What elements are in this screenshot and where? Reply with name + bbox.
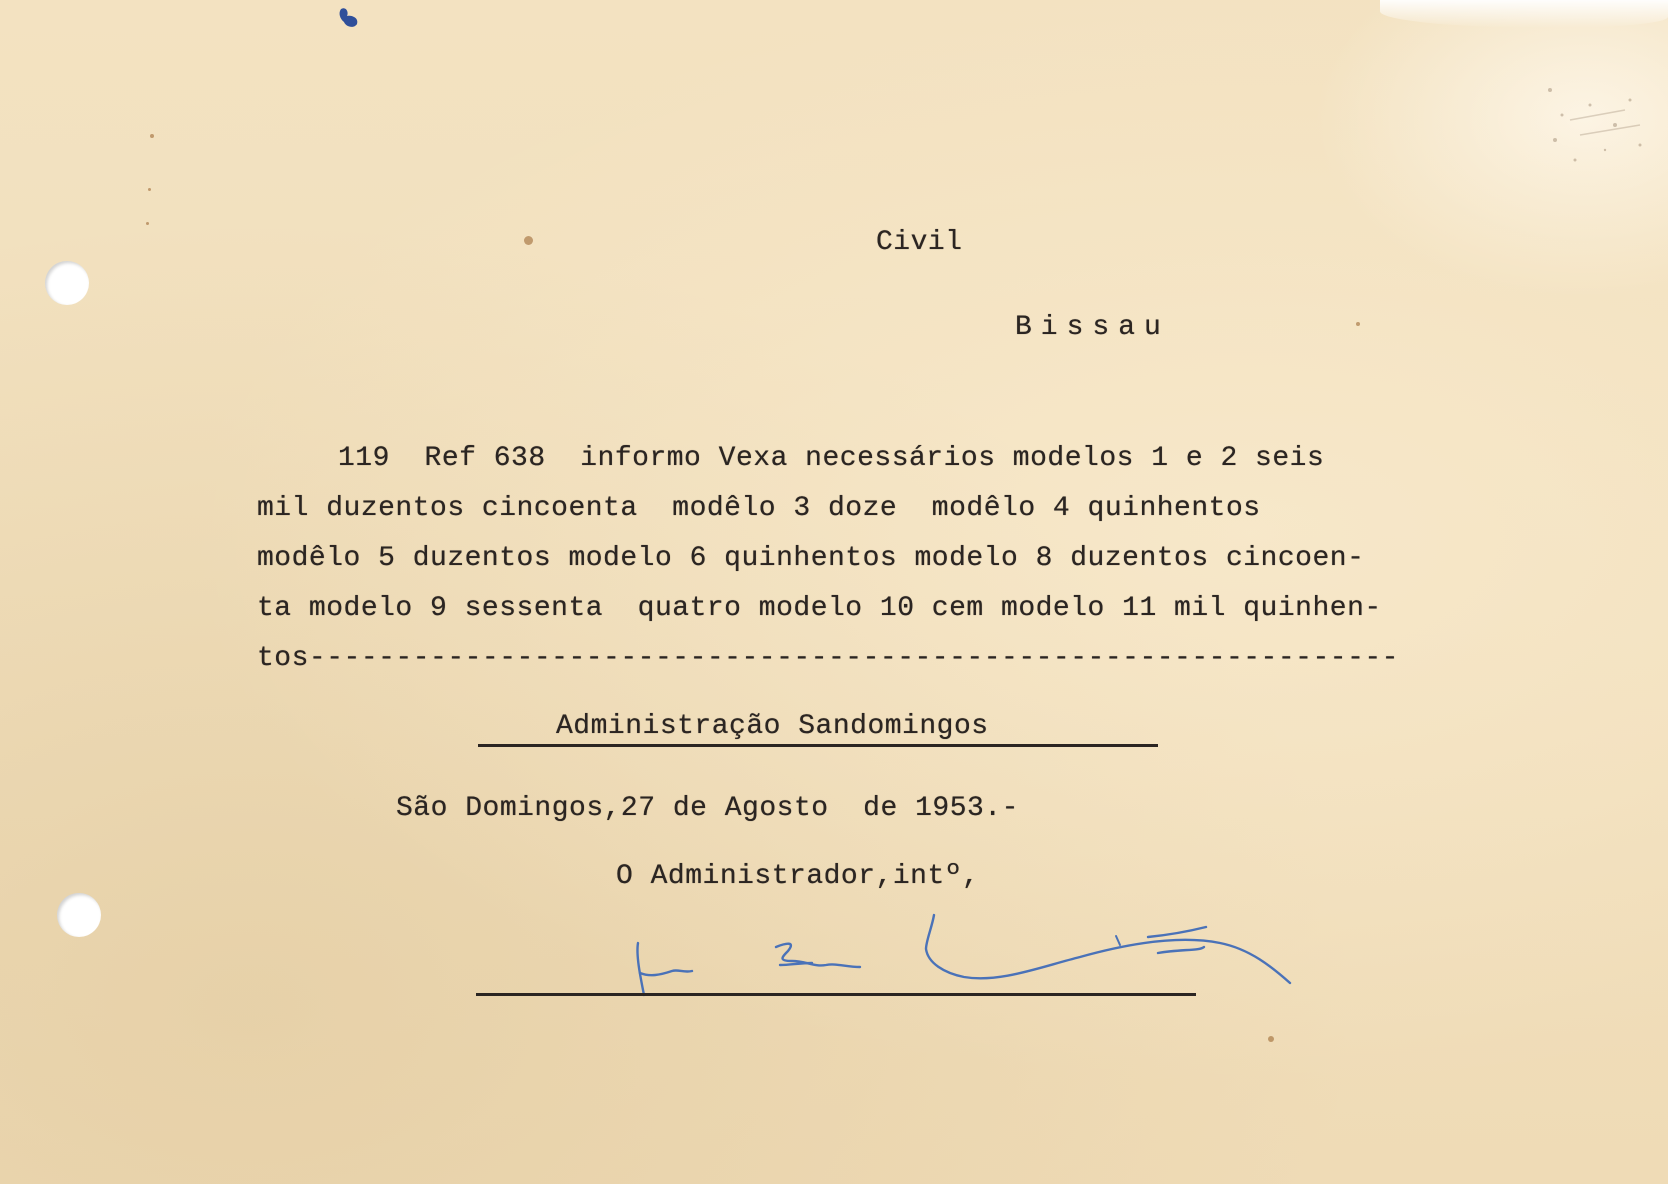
date-line: São Domingos,27 de Agosto de 1953.- <box>396 793 1019 824</box>
paper-speck <box>150 134 154 138</box>
handwritten-signature <box>600 895 1320 1005</box>
faded-stamp-mark <box>1530 70 1660 180</box>
punch-hole-top <box>45 261 89 305</box>
paper-wear <box>1380 0 1668 28</box>
body-line-5: tos--------------------------------------------------------------- <box>257 643 1399 674</box>
body-line-3: modêlo 5 duzentos modelo 6 quinhentos modelo 8 duzentos cincoen- <box>257 543 1365 574</box>
signer-title: O Administrador,intº, <box>616 861 980 892</box>
body-line-4: ta modelo 9 sessenta quatro modelo 10 cem modelo 11 mil quinhen- <box>257 593 1382 624</box>
paper-speck <box>146 222 149 225</box>
paper-speck <box>1268 1036 1274 1042</box>
punch-hole-bottom <box>57 893 101 937</box>
paper-speck <box>524 236 533 245</box>
signature-underline <box>476 993 1196 996</box>
heading-bissau: Bissau <box>1015 312 1170 343</box>
heading-civil: Civil <box>876 227 963 258</box>
ink-blot-mark <box>337 6 363 30</box>
paper-speck <box>1356 322 1360 326</box>
paper-speck <box>148 188 151 191</box>
body-line-2: mil duzentos cincoenta modêlo 3 doze modêlo 4 quinhentos <box>257 493 1261 524</box>
body-line-1: 119 Ref 638 informo Vexa necessários modelos 1 e 2 seis <box>338 443 1325 474</box>
sender-underline <box>478 744 1158 747</box>
sender-name: Administração Sandomingos <box>556 711 989 742</box>
